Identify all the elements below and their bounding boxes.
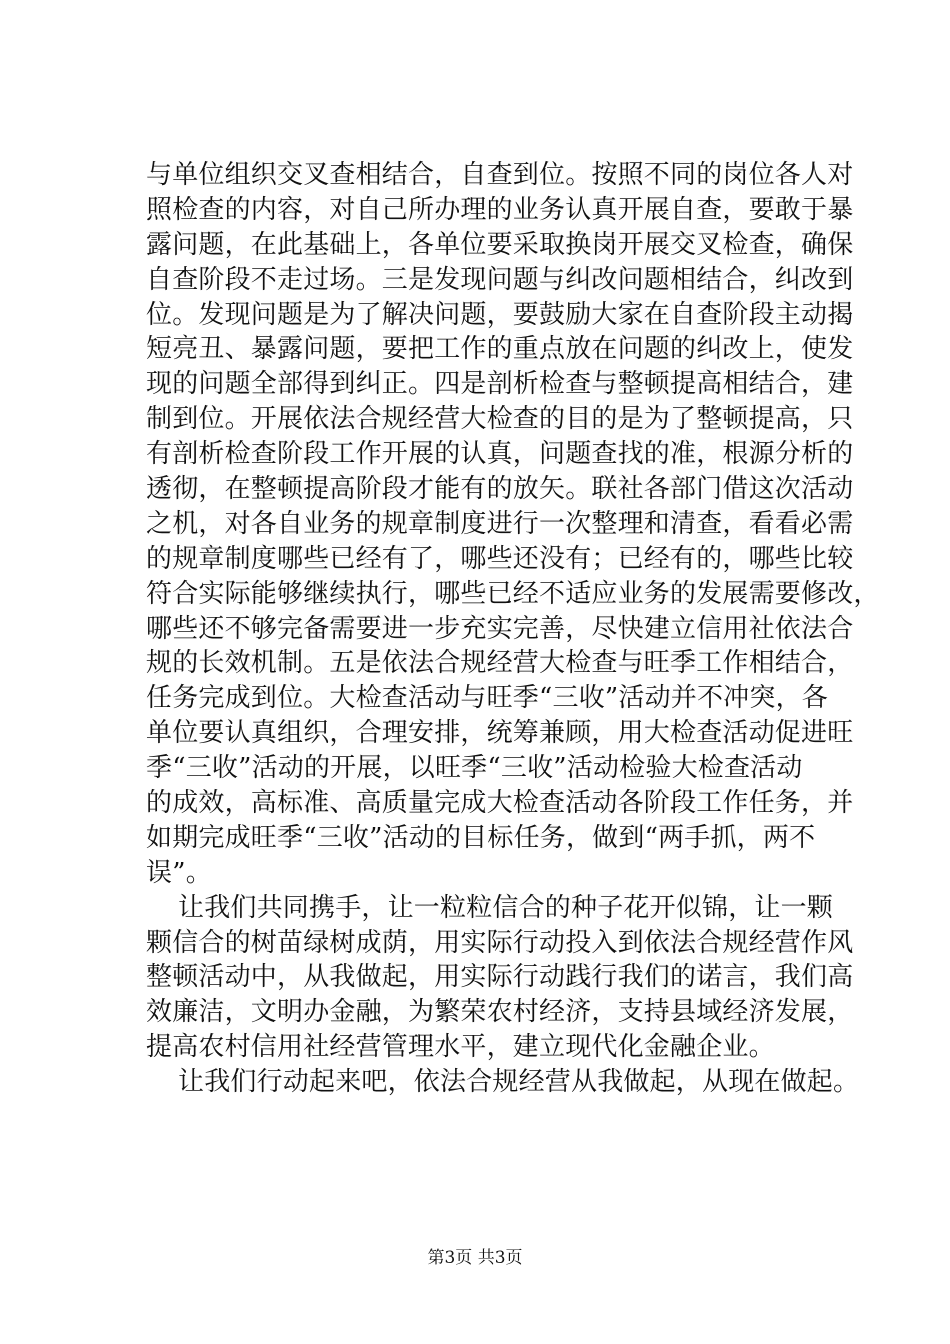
text-line: 露问题，在此基础上，各单位要采取换岗开展交叉检查，确保 <box>146 229 854 260</box>
text-line: 季“三收”活动的开展，以旺季“三收”活动检验大检查活动 <box>146 753 803 784</box>
text-line: 提高农村信用社经营管理水平，建立现代化金融企业。 <box>146 1032 775 1063</box>
text-line: 之机，对各自业务的规章制度进行一次整理和清查，看看必需 <box>146 508 854 539</box>
text-line: 让我们共同携手，让一粒粒信合的种子花开似锦，让一颗 <box>178 892 834 923</box>
text-line: 让我们行动起来吧，依法合规经营从我做起，从现在做起。 <box>178 1067 860 1098</box>
text-line: 短亮丑、暴露问题，要把工作的重点放在问题的纠改上，使发 <box>146 334 854 365</box>
text-line: 的规章制度哪些已经有了，哪些还没有；已经有的，哪些比较 <box>146 543 854 574</box>
text-line: 单位要认真组织，合理安排，统筹兼顾，用大检查活动促进旺 <box>146 718 854 749</box>
text-line: 照检查的内容，对自己所办理的业务认真开展自查，要敢于暴 <box>146 194 854 225</box>
text-line: 颗信合的树苗绿树成荫，用实际行动投入到依法合规经营作风 <box>146 927 854 958</box>
text-line: 现的问题全部得到纠正。四是剖析检查与整顿提高相结合，建 <box>146 369 854 400</box>
text-line: 效廉洁，文明办金融，为繁荣农村经济，支持县域经济发展， <box>146 997 854 1028</box>
text-line: 透彻，在整顿提高阶段才能有的放矢。联社各部门借这次活动 <box>146 474 854 505</box>
body-text <box>146 158 880 1100</box>
text-line: 误”。 <box>146 857 212 888</box>
text-line: 的成效，高标准、高质量完成大检查活动各阶段工作任务，并 <box>146 788 854 819</box>
text-line: 整顿活动中，从我做起，用实际行动践行我们的诺言，我们高 <box>146 962 854 993</box>
text-line: 有剖析检查阶段工作开展的认真，问题查找的准，根源分析的 <box>146 439 854 470</box>
text-line: 制到位。开展依法合规经营大检查的目的是为了整顿提高，只 <box>146 404 854 435</box>
text-line: 位。发现问题是为了解决问题，要鼓励大家在自查阶段主动揭 <box>146 299 854 330</box>
text-line: 与单位组织交叉查相结合，自查到位。按照不同的岗位各人对 <box>146 160 854 190</box>
text-line: 任务完成到位。大检查活动与旺季“三收”活动并不冲突，各 <box>146 683 828 714</box>
text-line: 如期完成旺季“三收”活动的目标任务，做到“两手抓，两不 <box>146 822 816 853</box>
text-line: 符合实际能够继续执行，哪些已经不适应业务的发展需要修改， <box>146 578 880 609</box>
text-line: 哪些还不够完备需要进一步充实完善，尽快建立信用社依法合 <box>146 613 854 644</box>
text-line: 规的长效机制。五是依法合规经营大检查与旺季工作相结合， <box>146 648 854 679</box>
page-footer: 第3页 共3页 <box>427 1248 523 1268</box>
text-line: 自查阶段不走过场。三是发现问题与纠改问题相结合，纠改到 <box>146 264 854 295</box>
